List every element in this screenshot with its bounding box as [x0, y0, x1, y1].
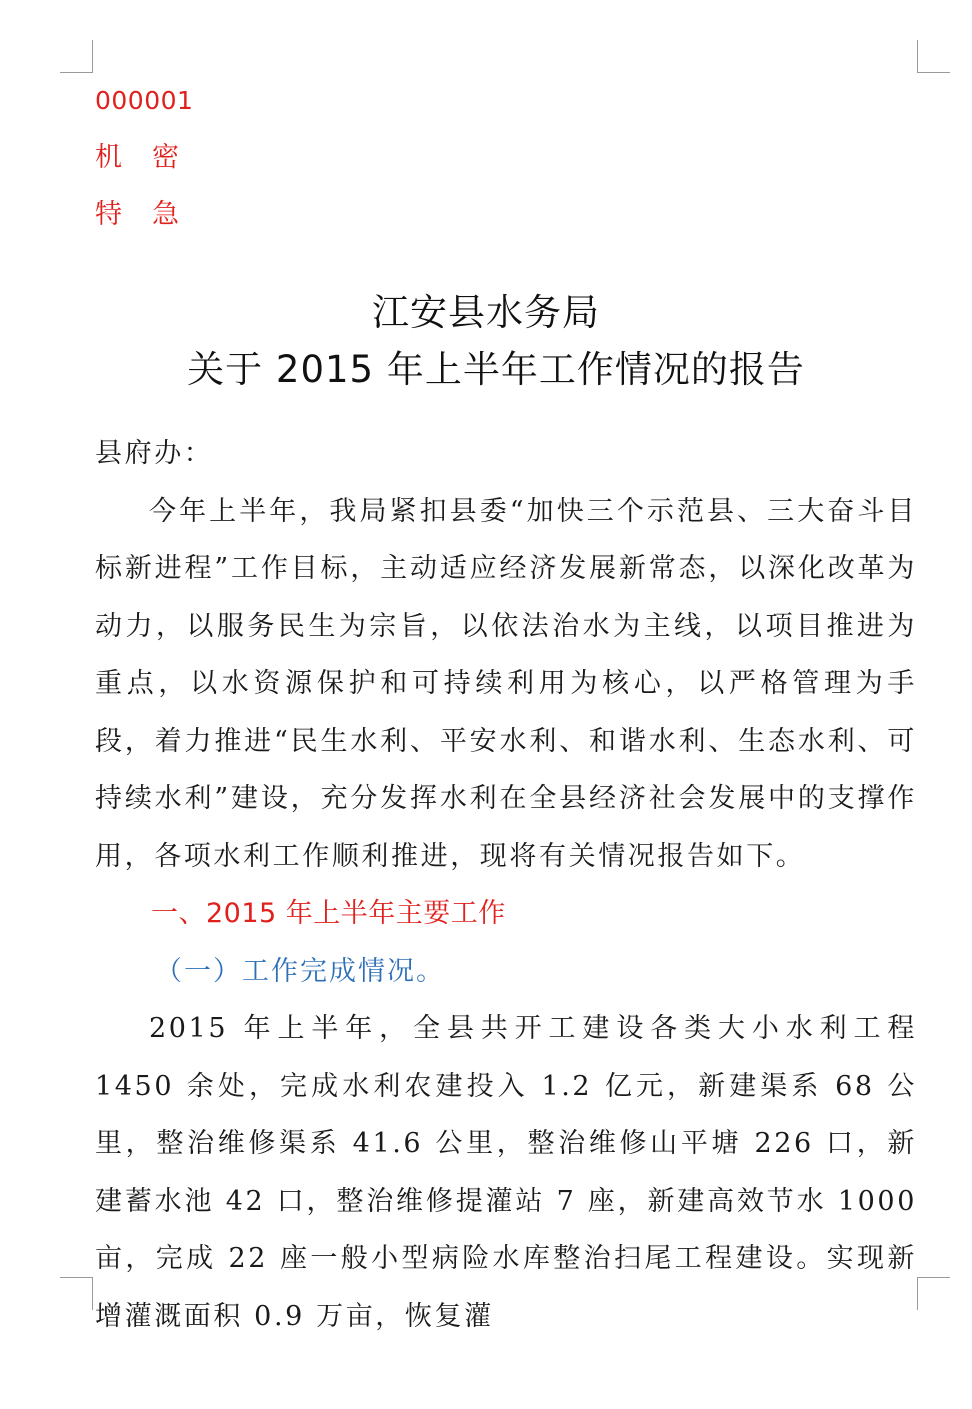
crop-mark-top-left — [60, 40, 93, 73]
salutation: 县府办： — [95, 438, 214, 469]
title-issuer: 江安县水务局 — [372, 291, 600, 334]
subsection-heading: （一）工作完成情况。 — [155, 955, 445, 987]
document-number: 000001 — [95, 86, 194, 115]
intro-paragraph: 今年上半年，我局紧扣县委“加快三个示范县、三大奋斗目标新进程”工作目标，主动适应经济发展新常态，以深化改革为动力，以服务民生为宗旨，以依法治水为主线，以项目推进为重点，以水资源保护和可持续利用为核心，以严格管理为手段，着力推进“民生水利、平安水利、和谐水利、生态水利、可持续水利”建设，充分发挥水利在全县经济社会发展中的支撑作用，各项水利工作顺利推进，现将有关情况报告如下。 — [95, 495, 917, 872]
urgency-level: 特急 — [95, 199, 209, 230]
crop-mark-top-right — [917, 40, 950, 73]
secrecy-level: 机密 — [95, 142, 209, 173]
document-body — [95, 425, 917, 1345]
crop-mark-bottom-right — [917, 1277, 950, 1310]
crop-mark-bottom-left — [60, 1277, 93, 1310]
document-header-block — [95, 86, 209, 230]
section-heading: 一、2015 年上半年主要工作 — [151, 898, 506, 929]
title-subject: 关于 2015 年上半年工作情况的报告 — [187, 348, 805, 391]
subsection-paragraph: 2015 年上半年，全县共开工建设各类大小水利工程 1450 余处，完成水利农建投入 1.2 亿元，新建渠系 68 公里，整治维修渠系 41.6 公里，整治维修山平塘 226 口，新建蓄水池 42 口，整治维修提灌站 7 座，新建高效节水 1000 亩，完成 22 座一般小型病险水库整治扫尾工程建设。实现新增灌溉面积 0.9 万亩，恢复灌 — [95, 1013, 917, 1332]
